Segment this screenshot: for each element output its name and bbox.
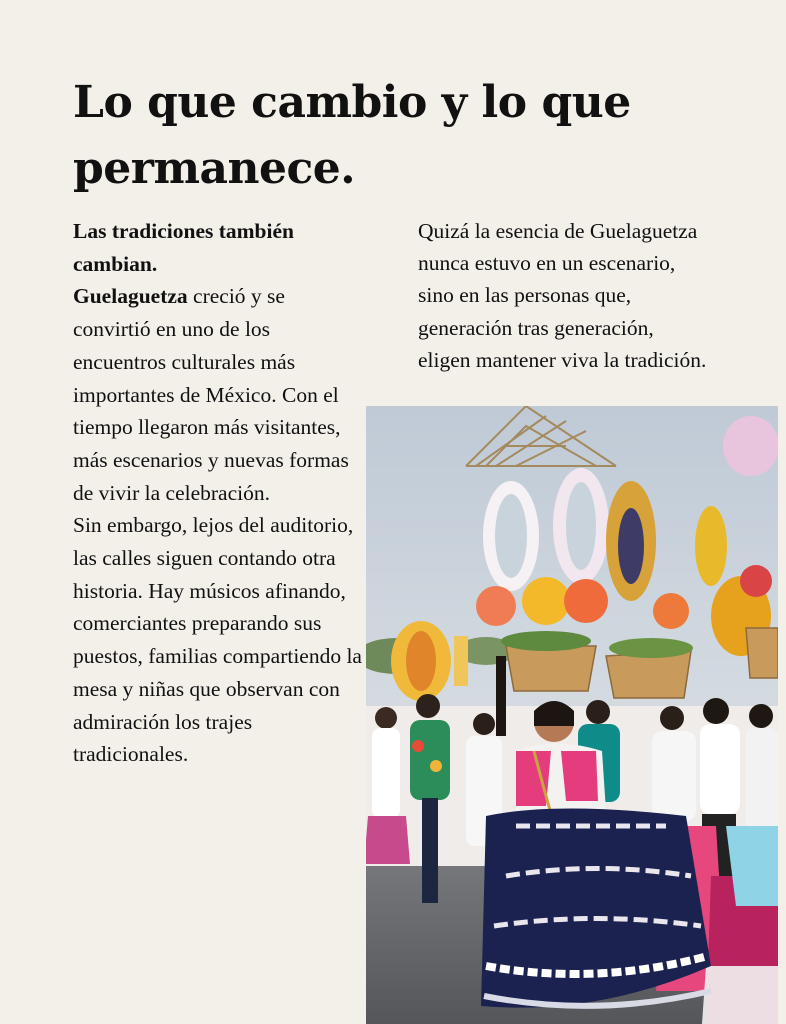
right-column [418, 215, 708, 376]
paragraph-1 [73, 280, 365, 509]
paragraph-1-lead: Guelaguetza [73, 284, 188, 309]
paragraph-1-text: creció y se convirtió en uno de los encuentros culturales más importantes de México. Con el tiempo llegaron más visitantes, más escenarios y nuevas formas de vivir la celebración. [73, 284, 349, 505]
left-column [73, 215, 365, 771]
page-title: Lo que cambio y lo que permanece. [73, 77, 631, 194]
guelaguetza-photo [366, 406, 778, 1024]
subheading: Las tradiciones también cambian. [73, 219, 294, 276]
paragraph-2: Sin embargo, lejos del auditorio, las calles siguen contando otra historia. Hay músicos afinando, comerciantes preparando sus puestos, familias compartiendo la mesa y niñas que observan con admiración los trajes tradicionales. [73, 513, 362, 767]
paragraph-3: Quizá la esencia de Guelaguetza nunca estuvo en un escenario, sino en las personas que, generación tras generación, eligen mantener viva la tradición. [418, 219, 707, 372]
